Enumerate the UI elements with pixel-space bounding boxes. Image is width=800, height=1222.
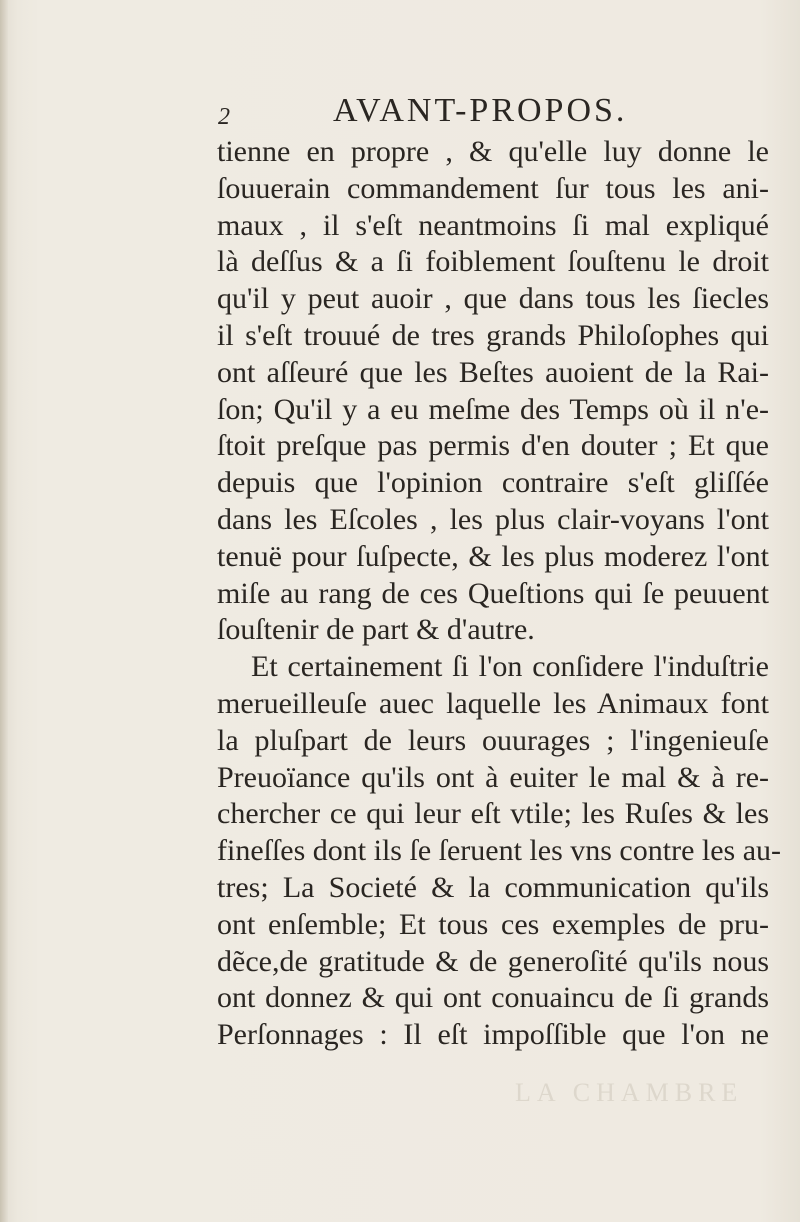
text-line: ont donnez & qui ont conuaincu de ſi grands xyxy=(217,981,769,1015)
text-line: tres; La Societé & la communication qu'ils xyxy=(217,870,769,904)
text-line: depuis que l'opinion contraire s'eſt gliſſée xyxy=(217,466,769,500)
running-head: AVANT-PROPOS. xyxy=(333,92,628,129)
text-line: tenuë pour ſuſpecte, & les plus moderez l'ont xyxy=(217,539,769,573)
page-header xyxy=(218,92,778,138)
text-line: tienne en propre , & qu'elle luy donne le xyxy=(217,135,769,168)
bleed-through-text: LA CHAMBRE xyxy=(515,1078,744,1107)
text-line: ont aſſeuré que les Beſtes auoient de la Rai- xyxy=(217,355,769,389)
text-line: miſe au rang de ces Queſtions qui ſe peuuent xyxy=(217,576,769,610)
page-spine-shadow xyxy=(0,0,8,1222)
text-line: merueilleuſe auec laquelle les Animaux font xyxy=(217,686,769,720)
text-line: ſon; Qu'il y a eu meſme des Temps où il n'e- xyxy=(217,392,769,426)
text-line: Perſonnages : Il eſt impoſſible que l'on ne xyxy=(217,1018,769,1052)
text-line: Preuoïance qu'ils ont à euiter le mal & à re- xyxy=(217,760,769,794)
paragraph-start-line: Et certainement ſi l'on conſidere l'induſtrie xyxy=(251,650,769,684)
body-text xyxy=(217,134,782,1054)
page-number: 2 xyxy=(218,104,230,130)
text-line: la pluſpart de leurs ouurages ; l'ingenieuſe xyxy=(217,723,769,757)
text-line: ont enſemble; Et tous ces exemples de pru- xyxy=(217,907,769,941)
text-line: il s'eſt trouué de tres grands Philoſophes qui xyxy=(217,318,769,352)
text-line: là deſſus & a ſi foiblement ſouſtenu le droit xyxy=(217,245,769,279)
text-line: ſtoit preſque pas permis d'en douter ; Et que xyxy=(217,429,769,463)
text-line: dans les Eſcoles , les plus clair-voyans l'ont xyxy=(217,502,769,536)
text-line: ſouuerain commandement ſur tous les ani- xyxy=(217,171,769,205)
paragraph-end-line: ſouſtenir de part & d'autre. xyxy=(217,613,535,647)
text-line: chercher ce qui leur eſt vtile; les Ruſes & les xyxy=(217,797,769,831)
text-line: fineſſes dont ils ſe ſeruent les vns contre les au- xyxy=(217,834,782,868)
text-line: maux , il s'eſt neantmoins ſi mal expliqué xyxy=(217,208,769,242)
text-line: dẽce,de gratitude & de generoſité qu'ils nous xyxy=(217,944,769,978)
text-line: qu'il y peut auoir , que dans tous les ſiecles xyxy=(217,282,769,316)
